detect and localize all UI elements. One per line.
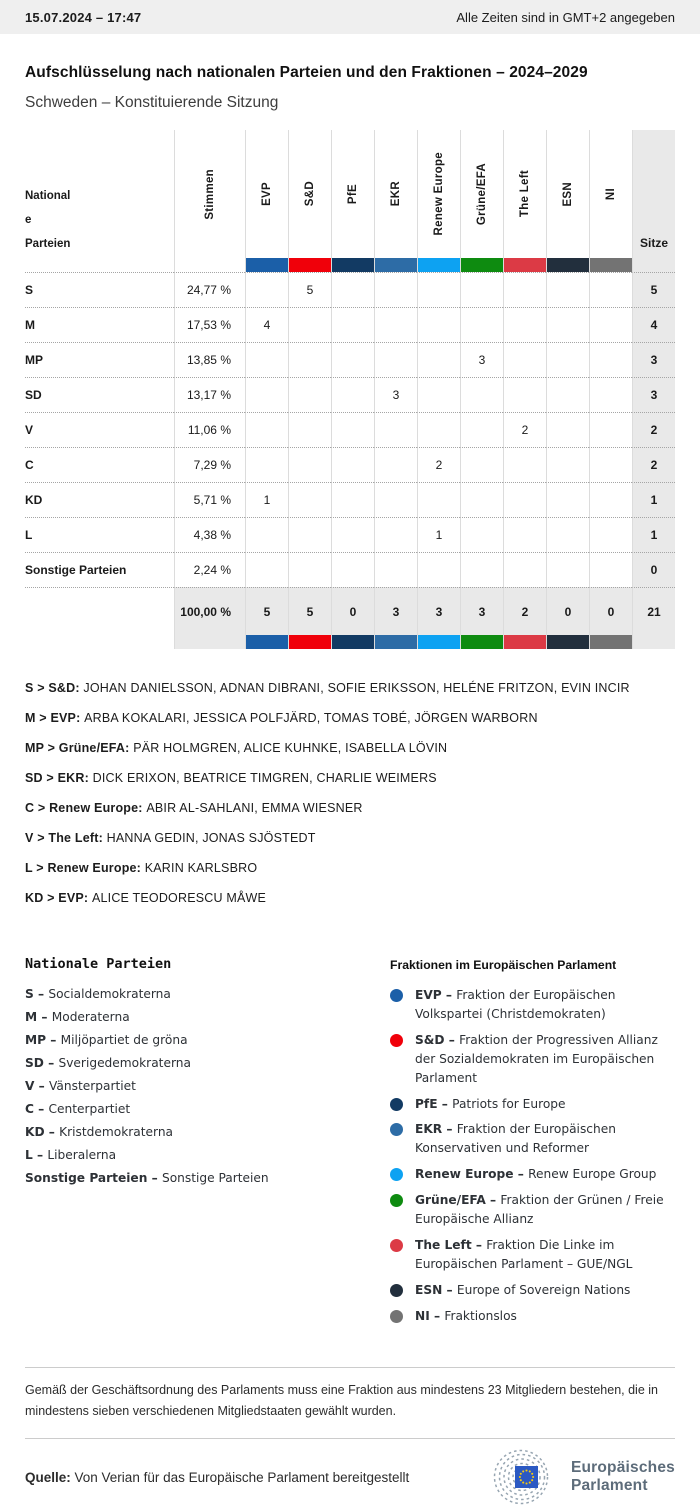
- group-description: Fraktionslos: [444, 1308, 517, 1323]
- seat-cell-evp: 1: [245, 482, 288, 517]
- stimmen-value: 4,38 %: [174, 517, 245, 552]
- group-color-bar-the-left: [503, 258, 546, 272]
- total-seat-cell-sd-group: 5: [288, 587, 331, 635]
- seat-cell-ni: [589, 412, 632, 447]
- spacer: [25, 587, 174, 635]
- seat-cell-evp: [245, 412, 288, 447]
- member-names: ARBA KOKALARI, JESSICA POLFJÄRD, TOMAS TOBÉ, JÖRGEN WARBORN: [84, 711, 538, 725]
- eu-flag-icon: [515, 1466, 538, 1488]
- member-line: [25, 711, 675, 726]
- seat-cell-sd-group: [288, 307, 331, 342]
- seat-cell-esn: [546, 482, 589, 517]
- group-abbr: NI –: [415, 1308, 445, 1323]
- member-line: [25, 771, 675, 786]
- source-text: Von Verian für das Europäische Parlament bereitgestellt: [70, 1469, 410, 1485]
- party-name: KD: [25, 482, 174, 517]
- party-column-header-line: e: [25, 213, 32, 226]
- party-full-name: Moderaterna: [51, 1010, 130, 1024]
- member-names: JOHAN DANIELSSON, ADNAN DIBRANI, SOFIE ERIKSSON, HELÉNE FRITZON, EVIN INCIR: [83, 681, 630, 695]
- total-stimmen: 100,00 %: [174, 587, 245, 635]
- seat-cell-ni: [589, 482, 632, 517]
- party-name: L: [25, 517, 174, 552]
- party-abbr: M –: [25, 1010, 52, 1024]
- seat-cell-pfe: [331, 447, 374, 482]
- group-legend-text: [415, 1165, 656, 1184]
- group-color-bar-esn: [546, 635, 589, 649]
- seat-cell-esn: [546, 447, 589, 482]
- seat-cell-gruene-efa: [460, 482, 503, 517]
- group-legend-text: [415, 1191, 675, 1229]
- seat-cell-esn: [546, 307, 589, 342]
- group-abbr: Renew Europe –: [415, 1167, 529, 1182]
- column-label-ekr: EKR: [390, 181, 402, 207]
- group-color-bar-ekr: [374, 635, 417, 649]
- column-header-evp: [245, 130, 288, 258]
- seat-cell-ekr: [374, 447, 417, 482]
- ep-logo-text-line1: Europäisches: [570, 1459, 675, 1477]
- seat-cell-sd-group: [288, 517, 331, 552]
- party-name: Sonstige Parteien: [25, 552, 174, 587]
- total-seat-cell-ni: 0: [589, 587, 632, 635]
- seat-cell-gruene-efa: 3: [460, 342, 503, 377]
- group-description: Fraktion der Europäischen Konservativen und Reformer: [415, 1122, 616, 1156]
- seat-cell-ni: [589, 307, 632, 342]
- stimmen-value: 13,17 %: [174, 377, 245, 412]
- seat-cell-evp: [245, 447, 288, 482]
- seat-cell-renew: [417, 412, 460, 447]
- column-header-sd-group: [288, 130, 331, 258]
- seat-cell-esn: [546, 377, 589, 412]
- seat-cell-gruene-efa: [460, 377, 503, 412]
- party-full-name: Sonstige Parteien: [161, 1171, 269, 1185]
- seat-cell-the-left: [503, 447, 546, 482]
- seat-cell-sd-group: [288, 412, 331, 447]
- group-legend-item: [390, 1095, 675, 1114]
- group-color-bar-the-left: [503, 635, 546, 649]
- party-abbr: MP –: [25, 1033, 61, 1047]
- member-line-prefix: V > The Left:: [25, 831, 107, 845]
- column-label-esn: ESN: [562, 181, 574, 207]
- group-color-bar-sd-group: [288, 258, 331, 272]
- party-legend-item: [25, 1171, 390, 1185]
- national-parties-heading: Nationale Parteien: [25, 956, 172, 972]
- seat-cell-gruene-efa: [460, 552, 503, 587]
- group-abbr: EKR –: [415, 1122, 457, 1137]
- group-legend-item: [390, 1307, 675, 1326]
- total-seat-cell-the-left: 2: [503, 587, 546, 635]
- group-legend-text: [415, 986, 675, 1024]
- group-color-bar-ni: [589, 258, 632, 272]
- sitze-value: 5: [632, 272, 675, 307]
- seat-cell-ekr: [374, 342, 417, 377]
- group-color-bar-gruene-efa: [460, 635, 503, 649]
- total-seat-cell-gruene-efa: 3: [460, 587, 503, 635]
- seat-cell-ni: [589, 342, 632, 377]
- seat-cell-the-left: [503, 377, 546, 412]
- seat-cell-renew: [417, 552, 460, 587]
- total-seat-cell-ekr: 3: [374, 587, 417, 635]
- ep-logo-text: [571, 1459, 675, 1496]
- party-full-name: Centerpartiet: [48, 1102, 131, 1116]
- group-color-dot-pfe: [390, 1098, 403, 1111]
- member-line: [25, 741, 675, 756]
- party-full-name: Miljöpartiet de gröna: [60, 1033, 188, 1047]
- party-legend-item: [25, 1102, 390, 1116]
- group-abbr: The Left –: [415, 1237, 487, 1252]
- page-subtitle: Schweden – Konstituierende Sitzung: [25, 94, 279, 111]
- seat-cell-pfe: [331, 342, 374, 377]
- group-description: Fraktion der Progressiven Allianz der Sozialdemokraten im Europäischen Parlament: [415, 1032, 658, 1085]
- seat-cell-ekr: [374, 307, 417, 342]
- seat-cell-evp: [245, 342, 288, 377]
- stimmen-value: 7,29 %: [174, 447, 245, 482]
- group-color-bar-evp: [245, 258, 288, 272]
- seat-cell-the-left: [503, 307, 546, 342]
- spacer: [25, 635, 174, 649]
- total-seat-cell-pfe: 0: [331, 587, 374, 635]
- seat-cell-esn: [546, 342, 589, 377]
- report-datetime: 15.07.2024 – 17:47: [25, 9, 142, 25]
- stimmen-value: 2,24 %: [174, 552, 245, 587]
- seat-cell-esn: [546, 552, 589, 587]
- member-names: ABIR AL-SAHLANI, EMMA WIESNER: [146, 801, 363, 815]
- seat-cell-sd-group: 5: [288, 272, 331, 307]
- seat-cell-sd-group: [288, 552, 331, 587]
- seat-cell-the-left: [503, 342, 546, 377]
- seat-cell-evp: [245, 272, 288, 307]
- party-name: SD: [25, 377, 174, 412]
- group-color-dot-evp: [390, 989, 403, 1002]
- group-color-bar-renew: [417, 635, 460, 649]
- seat-cell-ekr: [374, 552, 417, 587]
- party-legend-item: [25, 1079, 390, 1093]
- spacer: [25, 258, 174, 272]
- stimmen-value: 5,71 %: [174, 482, 245, 517]
- groups-legend: [390, 956, 675, 1333]
- column-label-gruene-efa: Grüne/EFA: [476, 162, 488, 226]
- member-line-prefix: S > S&D:: [25, 681, 84, 695]
- group-description: Renew Europe Group: [528, 1167, 657, 1182]
- seat-cell-esn: [546, 412, 589, 447]
- column-label-renew: Renew Europe: [433, 152, 445, 236]
- column-label-pfe: PfE: [347, 183, 359, 205]
- column-label-evp: EVP: [261, 182, 273, 206]
- seat-cell-ekr: [374, 272, 417, 307]
- source-label: Quelle:: [25, 1469, 71, 1485]
- national-parties-legend: [25, 956, 390, 1333]
- seat-cell-ekr: [374, 482, 417, 517]
- group-color-dot-the-left: [390, 1239, 403, 1252]
- stimmen-column-header: [174, 130, 245, 258]
- seat-cell-ni: [589, 377, 632, 412]
- member-names: DICK ERIXON, BEATRICE TIMGREN, CHARLIE WEIMERS: [92, 771, 437, 785]
- seat-cell-evp: [245, 517, 288, 552]
- group-color-bar-evp: [245, 635, 288, 649]
- party-legend-item: [25, 1125, 390, 1139]
- column-header-renew: [417, 130, 460, 258]
- total-seat-cell-renew: 3: [417, 587, 460, 635]
- seat-cell-renew: [417, 377, 460, 412]
- seat-cell-evp: 4: [245, 307, 288, 342]
- group-description: Fraktion Die Linke im Europäischen Parlament – GUE/NGL: [415, 1237, 633, 1271]
- stimmen-value: 11,06 %: [174, 412, 245, 447]
- seat-cell-ni: [589, 447, 632, 482]
- seat-cell-sd-group: [288, 482, 331, 517]
- seat-cell-gruene-efa: [460, 272, 503, 307]
- seat-cell-renew: [417, 272, 460, 307]
- column-header-pfe: [331, 130, 374, 258]
- column-header-ekr: [374, 130, 417, 258]
- member-names: HANNA GEDIN, JONAS SJÖSTEDT: [106, 831, 316, 845]
- spacer: [174, 635, 245, 649]
- ep-logo: [470, 1449, 675, 1505]
- seat-cell-ekr: [374, 517, 417, 552]
- member-line-prefix: SD > EKR:: [25, 771, 93, 785]
- member-line: [25, 831, 675, 846]
- group-description: Patriots for Europe: [452, 1096, 566, 1111]
- group-color-bar-sd-group: [288, 635, 331, 649]
- seat-cell-evp: [245, 552, 288, 587]
- seat-cell-the-left: [503, 517, 546, 552]
- group-color-bar-esn: [546, 258, 589, 272]
- sitze-value: 0: [632, 552, 675, 587]
- seat-cell-ni: [589, 552, 632, 587]
- sitze-value: 4: [632, 307, 675, 342]
- group-legend-text: [415, 1307, 517, 1326]
- group-abbr: PfE –: [415, 1096, 453, 1111]
- seat-cell-the-left: [503, 272, 546, 307]
- party-column-header-line: Parteien: [25, 237, 71, 250]
- seat-cell-pfe: [331, 272, 374, 307]
- column-label-ni: NI: [605, 187, 617, 201]
- group-legend-text: [415, 1095, 566, 1114]
- party-full-name: Socialdemokraterna: [48, 987, 171, 1001]
- column-header-esn: [546, 130, 589, 258]
- group-color-bar-gruene-efa: [460, 258, 503, 272]
- sitze-value: 1: [632, 517, 675, 552]
- spacer: [174, 258, 245, 272]
- hemicycle-icon: [470, 1449, 562, 1505]
- member-line: [25, 681, 675, 696]
- total-seat-cell-evp: 5: [245, 587, 288, 635]
- party-legend-item: [25, 1148, 390, 1162]
- footer: [25, 1367, 675, 1505]
- seat-cell-the-left: [503, 482, 546, 517]
- group-legend-text: [415, 1120, 675, 1158]
- party-abbr: Sonstige Parteien –: [25, 1171, 162, 1185]
- group-color-bar-pfe: [331, 635, 374, 649]
- member-line-prefix: KD > EVP:: [25, 891, 92, 905]
- spacer: [632, 258, 675, 272]
- column-header-ni: [589, 130, 632, 258]
- member-line: [25, 891, 675, 906]
- party-column-header-line: National: [25, 189, 71, 202]
- party-abbr: V –: [25, 1079, 50, 1093]
- seat-cell-pfe: [331, 377, 374, 412]
- party-name: MP: [25, 342, 174, 377]
- party-column-header: [25, 130, 174, 258]
- seat-cell-pfe: [331, 482, 374, 517]
- results-table: [25, 130, 675, 649]
- group-color-bar-renew: [417, 258, 460, 272]
- group-legend-item: [390, 1281, 675, 1300]
- party-full-name: Vänsterpartiet: [49, 1079, 136, 1093]
- column-label-the-left: The Left: [519, 170, 531, 218]
- member-names: KARIN KARLSBRO: [144, 861, 258, 875]
- group-color-bar-pfe: [331, 258, 374, 272]
- group-legend-item: [390, 1191, 675, 1229]
- seat-cell-gruene-efa: [460, 412, 503, 447]
- group-color-dot-gruene-efa: [390, 1194, 403, 1207]
- group-legend-item: [390, 1165, 675, 1184]
- seat-cell-the-left: 2: [503, 412, 546, 447]
- party-abbr: C –: [25, 1102, 49, 1116]
- party-name: M: [25, 307, 174, 342]
- seat-cell-pfe: [331, 517, 374, 552]
- seat-cell-gruene-efa: [460, 307, 503, 342]
- party-abbr: KD –: [25, 1125, 60, 1139]
- party-legend-item: [25, 1056, 390, 1070]
- rules-note: Gemäß der Geschäftsordnung des Parlaments muss eine Fraktion aus mindestens 23 Mitgliedern bestehen, die in mindestens sieben verschiedenen Mitgliedstaaten gewählt wurden.: [25, 1382, 658, 1419]
- seat-cell-renew: 2: [417, 447, 460, 482]
- party-name: V: [25, 412, 174, 447]
- party-full-name: Liberalerna: [47, 1148, 117, 1162]
- total-sitze: 21: [632, 587, 675, 635]
- seat-cell-pfe: [331, 307, 374, 342]
- member-line-prefix: M > EVP:: [25, 711, 85, 725]
- party-legend-item: [25, 987, 390, 1001]
- group-legend-item: [390, 1236, 675, 1274]
- legend-section: [25, 956, 675, 1333]
- spacer: [632, 635, 675, 649]
- group-color-dot-ekr: [390, 1123, 403, 1136]
- seat-cell-renew: [417, 482, 460, 517]
- total-seat-cell-esn: 0: [546, 587, 589, 635]
- stimmen-column-label: Stimmen: [204, 168, 216, 220]
- column-header-the-left: [503, 130, 546, 258]
- seat-cell-sd-group: [288, 342, 331, 377]
- group-color-dot-esn: [390, 1284, 403, 1297]
- party-name: S: [25, 272, 174, 307]
- group-legend-text: [415, 1281, 630, 1300]
- party-abbr: S –: [25, 987, 49, 1001]
- group-legend-text: [415, 1236, 675, 1274]
- group-description: Europe of Sovereign Nations: [456, 1282, 631, 1297]
- group-abbr: EVP –: [415, 988, 457, 1002]
- groups-legend-heading: Fraktionen im Europäischen Parlament: [390, 958, 617, 972]
- party-name: C: [25, 447, 174, 482]
- seat-cell-ni: [589, 272, 632, 307]
- group-abbr: ESN –: [415, 1282, 457, 1297]
- member-line: [25, 801, 675, 816]
- seat-cell-pfe: [331, 412, 374, 447]
- group-abbr: Grüne/EFA –: [415, 1193, 501, 1208]
- stimmen-value: 17,53 %: [174, 307, 245, 342]
- sitze-value: 3: [632, 342, 675, 377]
- group-legend-text: [415, 1031, 675, 1088]
- member-names: ALICE TEODORESCU MÅWE: [91, 891, 267, 905]
- member-line: [25, 861, 675, 876]
- seat-cell-the-left: [503, 552, 546, 587]
- page-title: Aufschlüsselung nach nationalen Parteien und den Fraktionen – 2024–2029: [25, 64, 588, 81]
- column-header-gruene-efa: [460, 130, 503, 258]
- group-description: Fraktion der Europäischen Volkspartei (Christdemokraten): [415, 988, 616, 1021]
- group-legend-item: [390, 1031, 675, 1088]
- seat-cell-sd-group: [288, 377, 331, 412]
- seat-cell-gruene-efa: [460, 517, 503, 552]
- member-line-prefix: L > Renew Europe:: [25, 861, 145, 875]
- party-legend-item: [25, 1033, 390, 1047]
- seat-cell-pfe: [331, 552, 374, 587]
- party-full-name: Kristdemokraterna: [59, 1125, 174, 1139]
- seat-cell-esn: [546, 517, 589, 552]
- elected-members-list: [25, 681, 675, 906]
- ep-logo-text-line2: Parlament: [570, 1477, 648, 1495]
- seat-cell-gruene-efa: [460, 447, 503, 482]
- seat-cell-sd-group: [288, 447, 331, 482]
- sitze-value: 1: [632, 482, 675, 517]
- party-full-name: Sverigedemokraterna: [58, 1056, 191, 1070]
- group-legend-item: [390, 1120, 675, 1158]
- group-legend-item: [390, 986, 675, 1024]
- group-color-bar-ekr: [374, 258, 417, 272]
- group-color-bar-ni: [589, 635, 632, 649]
- seat-cell-renew: [417, 342, 460, 377]
- stimmen-value: 24,77 %: [174, 272, 245, 307]
- seat-cell-ekr: 3: [374, 377, 417, 412]
- seat-cell-esn: [546, 272, 589, 307]
- member-names: PÄR HOLMGREN, ALICE KUHNKE, ISABELLA LÖVIN: [133, 741, 448, 755]
- group-color-dot-renew: [390, 1168, 403, 1181]
- timezone-note: Alle Zeiten sind in GMT+2 angegeben: [456, 9, 675, 25]
- group-color-dot-sd-group: [390, 1034, 403, 1047]
- timestamp-bar: [0, 0, 700, 34]
- sitze-value: 2: [632, 447, 675, 482]
- party-legend-item: [25, 1010, 390, 1024]
- stimmen-value: 13,85 %: [174, 342, 245, 377]
- seat-cell-ni: [589, 517, 632, 552]
- party-abbr: SD –: [25, 1056, 59, 1070]
- party-abbr: L –: [25, 1148, 48, 1162]
- member-line-prefix: MP > Grüne/EFA:: [25, 741, 134, 755]
- source-line: [25, 1470, 409, 1485]
- seat-cell-renew: 1: [417, 517, 460, 552]
- member-line-prefix: C > Renew Europe:: [25, 801, 147, 815]
- seat-cell-ekr: [374, 412, 417, 447]
- group-abbr: S&D –: [415, 1032, 460, 1047]
- sitze-column-header: Sitze: [632, 130, 675, 258]
- seat-cell-evp: [245, 377, 288, 412]
- seat-cell-renew: [417, 307, 460, 342]
- sitze-value: 2: [632, 412, 675, 447]
- sitze-value: 3: [632, 377, 675, 412]
- column-label-sd-group: S&D: [304, 181, 316, 207]
- group-description: Fraktion der Grünen / Freie Europäische Allianz: [415, 1193, 664, 1227]
- group-color-dot-ni: [390, 1310, 403, 1323]
